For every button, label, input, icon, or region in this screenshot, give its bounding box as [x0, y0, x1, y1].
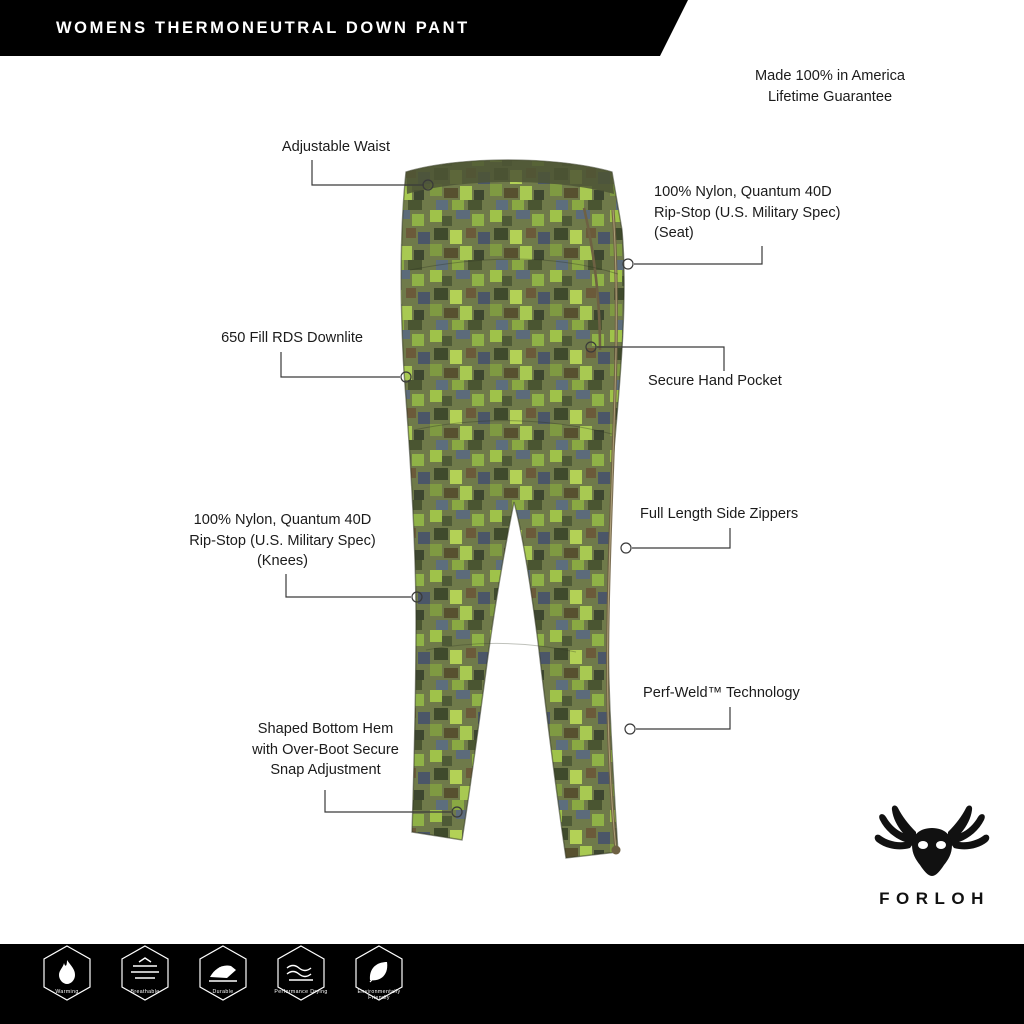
callout-nylon-knees: 100% Nylon, Quantum 40D Rip-Stop (U.S. Military Spec) (Knees) [189, 512, 376, 570]
deer-skull-antlers-icon [872, 802, 992, 878]
callout-full-length-side-zippers: Full Length Side Zippers [640, 506, 799, 522]
badge-label: Warming [55, 989, 79, 995]
brand-name: FORLOH [879, 889, 990, 908]
callout-adjustable-waist: Adjustable Waist [281, 139, 390, 155]
badge-breathable [116, 944, 174, 995]
callout-nylon-seat: 100% Nylon, Quantum 40D Rip-Stop (U.S. Military Spec) (Seat) [654, 184, 841, 242]
made-in-america-note: Made 100% in America Lifetime Guarantee [754, 68, 906, 105]
badge-durable [194, 944, 252, 995]
feature-badges [38, 944, 408, 1001]
callout-perf-weld-technology: Perf-Weld™ Technology [643, 685, 800, 701]
badge-environmentally-friendly [350, 944, 408, 1001]
badge-label: Breathable [130, 989, 160, 995]
callout-shaped-bottom-hem: Shaped Bottom Hem with Over-Boot Secure Snap Adjustment [252, 721, 399, 779]
callout-fill-downlite: 650 Fill RDS Downlite [221, 330, 363, 346]
badge-performance-drying [272, 944, 330, 995]
page-title: WOMENS THERMONEUTRAL DOWN PANT [56, 19, 470, 37]
badge-warming [38, 944, 96, 995]
badge-label: Durable [212, 989, 234, 995]
brand-block [862, 802, 1002, 909]
badge-label: Environmentally Friendly [357, 989, 401, 1001]
badge-label: Performance Drying [274, 989, 328, 995]
callout-secure-hand-pocket: Secure Hand Pocket [648, 373, 782, 389]
